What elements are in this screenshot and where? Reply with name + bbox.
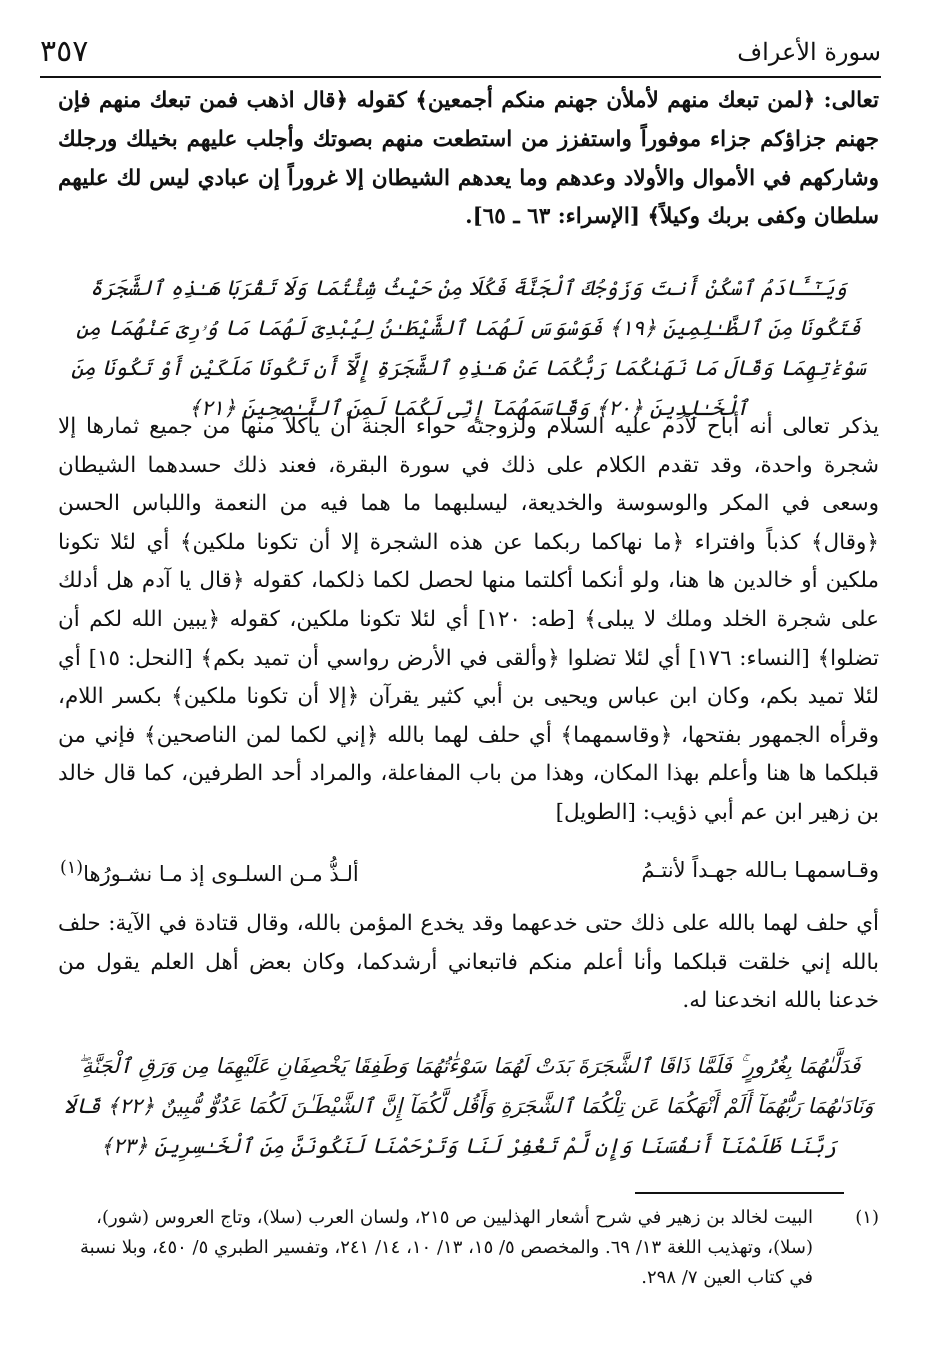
page-header <box>40 34 881 74</box>
poem-hemistich-first: وقـاسمهـا بـالله جهـداً لأنتـمُ <box>641 858 879 882</box>
quran-verses-22-23: فَدَلَّىٰهُمَا بِغُرُورٍ ۚ فَلَمَّا ذَاقَا ٱلشَّجَرَةَ بَدَتْ لَهُمَا سَوْءَٰتُهُمَا وَطَفِقَا يَخْصِفَانِ عَلَيْهِمَا مِن وَرَقِ ٱلْجَنَّةِ ۖ وَنَادَىٰهُمَا رَبُّهُمَآ أَلَمْ أَنْهَكُمَا عَن تِلْكُمَا ٱلشَّجَرَةِ وَأَقُل لَّكُمَآ إِنَّ ٱلشَّيْطَـٰنَ لَكُمَا عَدُوٌّ مُّبِينٌ ﴿٢٢﴾ قَالَا رَبَّنَا ظَلَمْنَآ أَنفُسَنَا وَإِن لَّمْ تَغْفِرْ لَنَا وَتَرْحَمْنَا لَنَكُونَنَّ مِنَ ٱلْخَـٰسِرِينَ ﴿٢٣﴾ <box>63 1054 874 1158</box>
paragraph-qatada: أي حلف لهما بالله على ذلك حتى خدعهما وقد يخدع المؤمن بالله، وقال قتادة في الآية: حلف بالله إني خلقت قبلكما وأنا أعلم منكم فاتبعاني أرشدكما، وكان بعض أهل العلم يقول من خدعنا بالله انخدعنا له. <box>58 911 879 1014</box>
paragraph-intro: تعالى: ﴿لمن تبعك منهم لأملأن جهنم منكم أجمعين﴾ كقوله ﴿قال اذهب فمن تبعك منهم فإن جهنم جزاؤكم جزاء موفوراً واستفزز من استطعت منهم بصوتك وأجلب عليهم بخيلك ورجلك وشاركهم في الأموال والأولاد وعدهم وما يعدهم الشيطان إلا غروراً إن عبادي ليس لك عليهم سلطان وكفى بربك وكيلاً﴾ [الإسراء: ٦٣ ـ ٦٥]. <box>58 88 879 230</box>
page-number: ٣٥٧ <box>40 34 89 69</box>
footnote-number: (١) <box>855 1207 879 1228</box>
poem-verse <box>60 858 879 886</box>
footnote <box>58 1203 879 1293</box>
footnote-divider <box>635 1192 844 1194</box>
header-divider <box>40 76 881 78</box>
surah-title: سورة الأعراف <box>737 38 881 66</box>
quran-verses-19-21: وَيَـٰٓـَٔادَمُ ٱسْكُنْ أَنتَ وَزَوْجُكَ ٱلْجَنَّةَ فَكُلَا مِنْ حَيْثُ شِئْتُمَا وَلَا تَقْرَبَا هَـٰذِهِ ٱلشَّجَرَةَ فَتَكُونَا مِنَ ٱلظَّـٰلِمِينَ ﴿١٩﴾ فَوَسْوَسَ لَهُمَا ٱلشَّيْطَـٰنُ لِيُبْدِىَ لَهُمَا مَا وُۥرِىَ عَنْهُمَا مِن سَوْءَٰتِهِمَا وَقَالَ مَا نَهَىٰكُمَا رَبُّكُمَا عَنْ هَـٰذِهِ ٱلشَّجَرَةِ إِلَّآ أَن تَكُونَا مَلَكَيْنِ أَوْ تَكُونَا مِنَ ٱلْخَـٰلِدِينَ ﴿٢٠﴾ وَقَاسَمَهُمَآ إِنِّى لَكُمَا لَمِنَ ٱلنَّـٰصِحِينَ ﴿٢١﴾ <box>71 276 866 420</box>
poem-hemistich-second: ألـذُّ مـن السلـوى إذ مـا نشـورُها$^{(١)}$ <box>60 858 359 886</box>
footnote-text: البيت لخالد بن زهير في شرح أشعار الهذليين ص ٢١٥، ولسان العرب (سلا)، وتاج العروس (شور)، (سلا)، وتهذيب اللغة ١٣/ ٦٩. والمخصص ٥/ ١٥، ١٣/ ١٠، ١٤/ ٢٤١، وتفسير الطبري ٥/ ٤٥٠، وبلا نسبة في كتاب العين ٧/ ٢٩٨. <box>79 1207 813 1288</box>
paragraph-commentary: يذكر تعالى أنه أباح لآدم عليه السلام ولزوجته حواء الجنة أن يأكلا منها من جميع ثمارها إلا شجرة واحدة، وقد تقدم الكلام على ذلك في سورة البقرة، فعند ذلك حسدهما الشيطان وسعى في المكر والوسوسة والخديعة، ليسلبهما ما هما فيه من النعمة واللباس الحسن ﴿وقال﴾ كذباً وافتراء ﴿ما نهاكما ربكما عن هذه الشجرة إلا أن تكونا ملكين﴾ أي لئلا تكونا ملكين أو خالدين ها هنا، ولو أنكما أكلتما منها لحصل لكما ذلكما، كقوله ﴿قال يا آدم هل أدلك على شجرة الخلد وملك لا يبلى﴾ [طه: ١٢٠] أي لئلا تكونا ملكين، كقوله ﴿يبين الله لكم أن تضلوا﴾ [النساء: ١٧٦] أي لئلا تضلوا ﴿وألقى في الأرض رواسي أن تميد بكم﴾ [النحل: ١٥] أي لئلا تميد بكم، وكان ابن عباس ويحيى بن أبي كثير يقرآن ﴿إلا أن تكونا ملكين﴾ بكسر اللام، وقرأه الجمهور بفتحها، ﴿وقاسمهما﴾ أي حلف لهما بالله ﴿إني لكما لمن الناصحين﴾ فإني من قبلكما ها هنا وأعلم بهذا المكان، وهذا من باب المفاعلة، والمراد أحد الطرفين، كما قال خالد بن زهير ابن عم أبي ذؤيب: [الطويل] <box>58 414 880 825</box>
footnote-marker: (١) <box>60 858 84 878</box>
